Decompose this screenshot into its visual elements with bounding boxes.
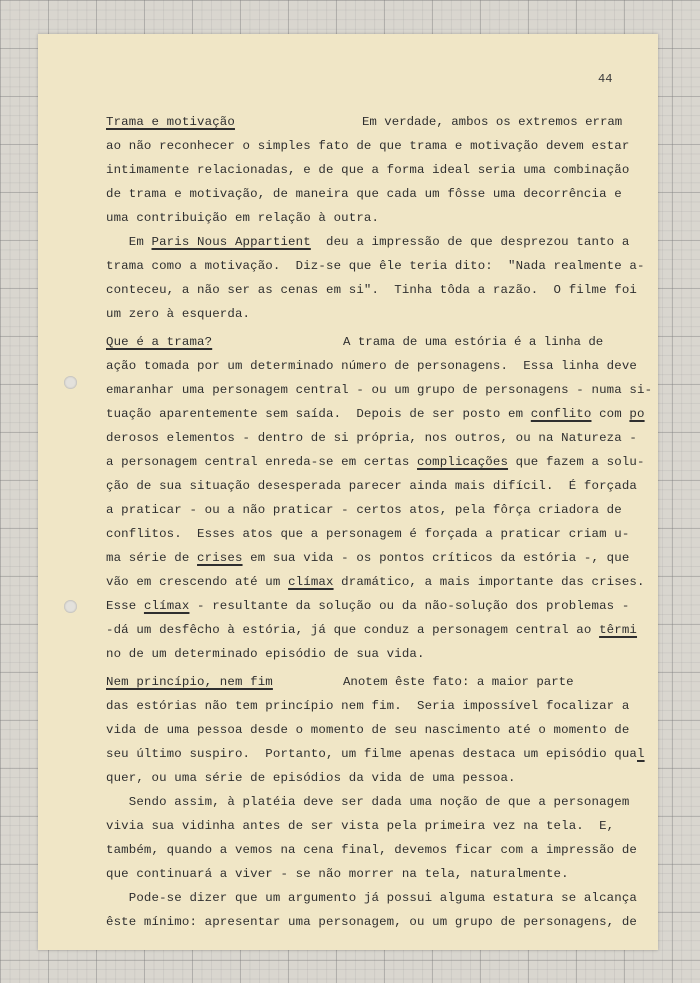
text-line: também, quando a vemos na cena final, devemos ficar com a impressão de bbox=[106, 843, 637, 857]
text-line: um zero à esquerda. bbox=[106, 307, 251, 321]
text-line: derosos elementos - dentro de si própria, nos outros, ou na Natureza - bbox=[106, 431, 637, 445]
page-number: 44 bbox=[598, 72, 613, 86]
text-line: trama como a motivação. Diz-se que êle teria dito: "Nada realmente a- bbox=[106, 259, 645, 273]
text-line: êste mínimo: apresentar uma personagem, ou um grupo de personagens, de bbox=[106, 915, 637, 929]
text-line: das estórias não tem princípio nem fim. Seria impossível focalizar a bbox=[106, 699, 630, 713]
text-line: que continuará a viver - se não morrer na tela, naturalmente. bbox=[106, 867, 569, 881]
text-line: seu último suspiro. Portanto, um filme apenas destaca um episódio qual bbox=[106, 747, 645, 761]
section-lead: A trama de uma estória é a linha de bbox=[343, 335, 604, 349]
text-line: Em Paris Nous Appartient deu a impressão de que desprezou tanto a bbox=[106, 235, 630, 249]
text-line: Esse clímax - resultante da solução ou da não-solução dos problemas - bbox=[106, 599, 630, 613]
text-line: ao não reconhecer o simples fato de que trama e motivação devem estar bbox=[106, 139, 630, 153]
text-line: a praticar - ou a não praticar - certos atos, pela fôrça criadora de bbox=[106, 503, 622, 517]
section-heading-que-e-a-trama: Que é a trama? bbox=[106, 335, 213, 349]
film-title: Paris Nous Appartient bbox=[151, 235, 311, 249]
section-lead: Anotem êste fato: a maior parte bbox=[343, 675, 574, 689]
text-line: vão em crescendo até um clímax dramático, a mais importante das crises. bbox=[106, 575, 645, 589]
text-line: conflitos. Esses atos que a personagem é forçada a praticar criam u- bbox=[106, 527, 630, 541]
punch-hole bbox=[64, 600, 77, 613]
text-line: emaranhar uma personagem central - ou um grupo de personagens - numa si- bbox=[106, 383, 653, 397]
text-line: conteceu, a não ser as cenas em si". Tinha tôda a razão. O filme foi bbox=[106, 283, 637, 297]
text-line: vida de uma pessoa desde o momento de seu nascimento até o momento de bbox=[106, 723, 630, 737]
text-line: tuação aparentemente sem saída. Depois de ser posto em conflito com po bbox=[106, 407, 645, 421]
text-line: -dá um desfêcho à estória, já que conduz a personagem central ao têrmi bbox=[106, 623, 638, 637]
text-line: intimamente relacionadas, e de que a forma ideal seria uma combinação bbox=[106, 163, 630, 177]
text-line: vivia sua vidinha antes de ser vista pela primeira vez na tela. E, bbox=[106, 819, 615, 833]
typewritten-page bbox=[38, 34, 658, 950]
section-heading-trama-motivacao: Trama e motivação bbox=[106, 115, 235, 129]
text-line: quer, ou uma série de episódios da vida de uma pessoa. bbox=[106, 771, 516, 785]
section-lead: Em verdade, ambos os extremos erram bbox=[362, 115, 623, 129]
text-line: Pode-se dizer que um argumento já possui alguma estatura se alcança bbox=[106, 891, 637, 905]
text-line: ação tomada por um determinado número de personagens. Essa linha deve bbox=[106, 359, 637, 373]
section-heading-nem-principio-nem-fim: Nem princípio, nem fim bbox=[106, 675, 273, 689]
text-line: Sendo assim, à platéia deve ser dada uma noção de que a personagem bbox=[106, 795, 630, 809]
text-line: ção de sua situação desesperada parecer ainda mais difícil. É forçada bbox=[106, 479, 637, 493]
text-line: ma série de crises em sua vida - os pontos críticos da estória -, que bbox=[106, 551, 630, 565]
text-line: a personagem central enreda-se em certas complicações que fazem a solu- bbox=[106, 455, 645, 469]
text-line: uma contribuição em relação à outra. bbox=[106, 211, 380, 225]
text-line: de trama e motivação, de maneira que cada um fôsse uma decorrência e bbox=[106, 187, 622, 201]
text-line: no de um determinado episódio de sua vida. bbox=[106, 647, 425, 661]
punch-hole bbox=[64, 376, 77, 389]
